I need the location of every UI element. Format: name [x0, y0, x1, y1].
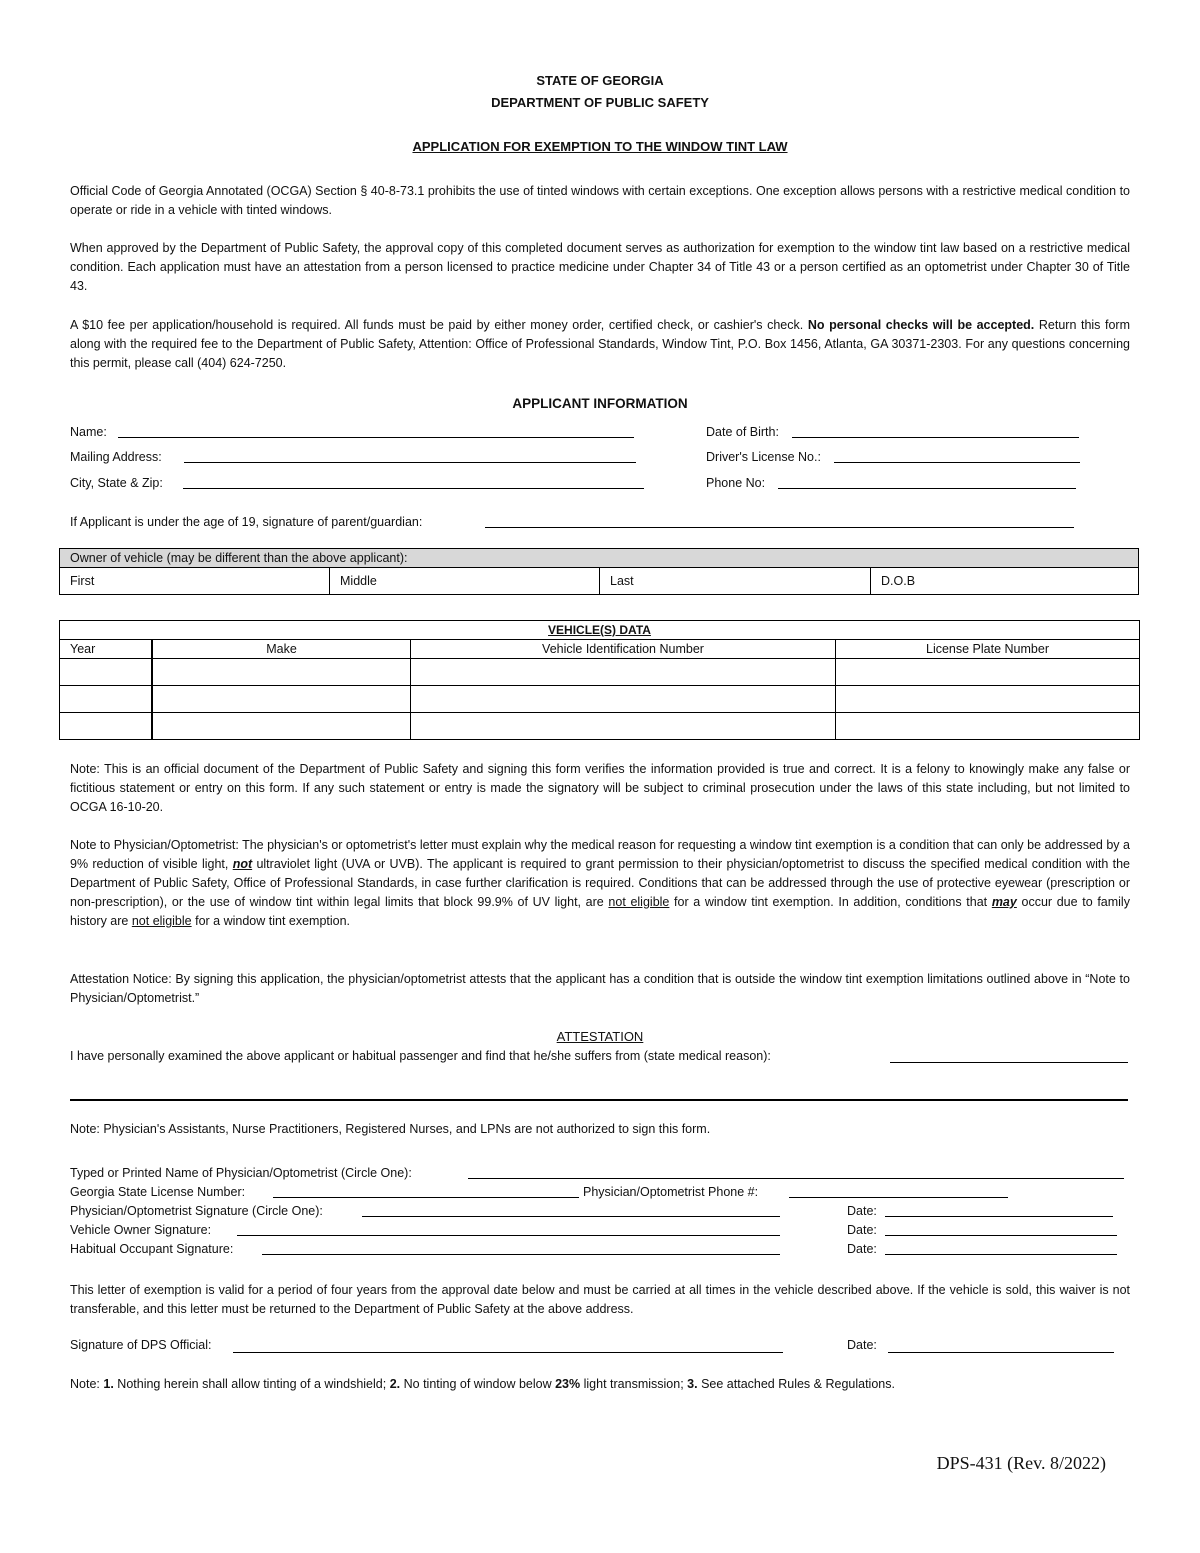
name-field[interactable]: [118, 437, 634, 438]
physician-date-label: Date:: [847, 1204, 877, 1218]
physician-note: [70, 836, 1130, 931]
vehicle-row: [60, 659, 1140, 686]
vehicle-plate-cell[interactable]: [836, 686, 1140, 713]
final-note-label: Note:: [70, 1377, 100, 1391]
occupant-date-label: Date:: [847, 1242, 877, 1256]
phone-label: Phone No:: [706, 476, 766, 490]
owner-last-cell[interactable]: Last: [600, 568, 871, 595]
medical-reason-field-line-2[interactable]: [70, 1099, 1128, 1101]
vehicle-row: [60, 686, 1140, 713]
column-make: Make: [152, 640, 411, 659]
owner-date-label: Date:: [847, 1223, 877, 1237]
not-eligible-1: not eligible: [608, 895, 670, 909]
vehicle-row: [60, 713, 1140, 740]
column-year: Year: [60, 640, 153, 659]
physician-note-text-e: for a window tint exemption.: [195, 914, 351, 928]
state-heading: STATE OF GEORGIA: [536, 73, 664, 88]
dob-field[interactable]: [792, 437, 1079, 438]
dps-signature-label: Signature of DPS Official:: [70, 1338, 212, 1352]
no-checks-text: No personal checks will be accepted.: [807, 318, 1035, 332]
attestation-notice: [70, 970, 1130, 1008]
column-vin: Vehicle Identification Number: [411, 640, 836, 659]
occupant-date-field[interactable]: [885, 1254, 1117, 1255]
occupant-signature-field[interactable]: [262, 1254, 780, 1255]
vehicle-year-cell[interactable]: [60, 686, 153, 713]
applicant-section-title: APPLICANT INFORMATION: [512, 396, 688, 411]
owner-signature-field[interactable]: [237, 1235, 780, 1236]
physician-note-text-a: The physician's or optometrist's letter must explain why the medical reason for requesting a window tint exemption is a condition that can only be addressed by a 9% reduction of visible light,: [70, 838, 1130, 871]
final-note-percent: 23%: [555, 1377, 581, 1391]
intro-paragraph-1: Official Code of Georgia Annotated (OCGA) Section § 40-8-73.1 prohibits the use of tinted windows with certain exceptions. One exception allows persons with a restrictive medical condition to operate or ride in a vehicle with tinted windows.: [70, 184, 1130, 217]
owner-first-cell[interactable]: First: [60, 568, 330, 595]
attestation-statement: I have personally examined the above applicant or habitual passenger and find that he/she suffers from (state medical reason):: [70, 1049, 771, 1063]
vehicle-make-cell[interactable]: [152, 659, 411, 686]
dps-signature-field[interactable]: [233, 1352, 783, 1353]
intro-paragraph-2: When approved by the Department of Public Safety, the approval copy of this completed document serves as authorization for exemption to the window tint law based on a restrictive medical condition. Each application must have an attestation from a person licensed to practice medicine under Chapter 34 of Title 43 or a person certified as an optometrist under Chapter 30 of Title 43.: [70, 241, 1130, 293]
form-title: APPLICATION FOR EXEMPTION TO THE WINDOW TINT LAW: [412, 139, 788, 154]
drivers-license-label: Driver's License No.:: [706, 450, 821, 464]
may-emphasis: may: [991, 895, 1017, 909]
physician-phone-field[interactable]: [789, 1197, 1008, 1198]
vehicle-vin-cell[interactable]: [411, 659, 836, 686]
owner-middle-cell[interactable]: Middle: [330, 568, 600, 595]
department-heading: DEPARTMENT OF PUBLIC SAFETY: [491, 95, 709, 110]
final-note-number-2: 2.: [389, 1377, 401, 1391]
city-state-zip-field[interactable]: [183, 488, 644, 489]
vehicle-vin-cell[interactable]: [411, 713, 836, 740]
attestation-notice-label: Attestation Notice:: [70, 972, 172, 986]
owner-date-field[interactable]: [885, 1235, 1117, 1236]
final-note-number-3: 3.: [687, 1377, 698, 1391]
official-document-note: [70, 760, 1130, 817]
physician-note-text-c: for a window tint exemption. In addition, conditions that: [674, 895, 988, 909]
validity-paragraph: This letter of exemption is valid for a period of four years from the approval date below and must be carried at all times in the vehicle described above. If the vehicle is sold, this waiver is not transferable, and this letter must be returned to the Department of Public Safety at the above address.: [70, 1283, 1130, 1316]
final-note-number-1: 1.: [103, 1377, 114, 1391]
owner-table: [59, 548, 1139, 595]
form-number: DPS-431 (Rev. 8/2022): [936, 1453, 1106, 1473]
return-text: Return this form along with the required fee to the Department of Public Safety, Attention: Office of Professional Standards, Window Tint, P.O. Box 1456, Atlanta, GA 30371-2303. For any questions concerning this permit, please call (404) 624-7250.: [70, 318, 1131, 370]
vehicle-table-title: VEHICLE(S) DATA: [60, 621, 1140, 640]
dob-label: Date of Birth:: [706, 425, 779, 439]
vehicle-vin-cell[interactable]: [411, 686, 836, 713]
final-note: [70, 1377, 895, 1391]
physician-note-text-d: occur due to family history are: [70, 895, 1130, 928]
vehicle-make-cell[interactable]: [152, 686, 411, 713]
mailing-address-label: Mailing Address:: [70, 450, 162, 464]
final-note-item-3: See attached Rules & Regulations.: [701, 1377, 895, 1391]
vehicle-plate-cell[interactable]: [836, 659, 1140, 686]
physician-note-text-b: ultraviolet light (UVA or UVB). The applicant is required to grant permission to their physician/optometrist to discuss the specified medical condition with the Department of Public Safety, Office of Professional Standards, in case further clarification is required. Conditions that can be addressed through the use of protective eyewear (prescription or non-prescription), or the use of window tint within legal limits that block 99.9% of UV light, are: [70, 857, 1130, 909]
vehicle-year-cell[interactable]: [60, 713, 153, 740]
mailing-address-field[interactable]: [184, 462, 636, 463]
phone-field[interactable]: [778, 488, 1076, 489]
intro-paragraph-3: [70, 316, 1130, 373]
dps-date-field[interactable]: [888, 1352, 1114, 1353]
occupant-signature-label: Habitual Occupant Signature:: [70, 1242, 234, 1256]
vehicle-plate-cell[interactable]: [836, 713, 1140, 740]
vehicle-make-cell[interactable]: [152, 713, 411, 740]
owner-header: Owner of vehicle (may be different than the above applicant):: [60, 549, 1139, 568]
guardian-signature-field[interactable]: [485, 527, 1074, 528]
final-note-item-2b: light transmission;: [583, 1377, 684, 1391]
guardian-signature-label: If Applicant is under the age of 19, signature of parent/guardian:: [70, 515, 423, 529]
not-emphasis: not: [232, 857, 253, 871]
vehicle-table: [59, 620, 1140, 740]
license-number-field[interactable]: [273, 1197, 579, 1198]
license-number-label: Georgia State License Number:: [70, 1185, 246, 1199]
owner-signature-label: Vehicle Owner Signature:: [70, 1223, 212, 1237]
name-label: Name:: [70, 425, 107, 439]
not-eligible-2: not eligible: [131, 914, 192, 928]
note-label: Note:: [70, 762, 100, 776]
column-plate: License Plate Number: [836, 640, 1140, 659]
note-text: This is an official document of the Department of Public Safety and signing this form verifies the information provided is true and correct. It is a felony to knowingly make any false or fictitious statement or entry on this form. If any such statement or entry is made the signatory will be subject to criminal prosecution under the laws of this state including, but not limited to OCGA 16-10-20.: [70, 762, 1130, 814]
attestation-title: ATTESTATION: [556, 1029, 644, 1044]
dps-date-label: Date:: [847, 1338, 877, 1352]
drivers-license-field[interactable]: [834, 462, 1080, 463]
physician-signature-label: Physician/Optometrist Signature (Circle One):: [70, 1204, 323, 1218]
typed-name-label: Typed or Printed Name of Physician/Optometrist (Circle One):: [70, 1166, 412, 1180]
medical-reason-field[interactable]: [890, 1062, 1128, 1063]
unauthorized-signers-note: Note: Physician's Assistants, Nurse Practitioners, Registered Nurses, and LPNs are not authorized to sign this form.: [70, 1122, 711, 1136]
physician-note-label: Note to Physician/Optometrist:: [70, 838, 239, 852]
final-note-item-2a: No tinting of window below: [403, 1377, 552, 1391]
typed-name-field[interactable]: [468, 1178, 1124, 1179]
vehicle-year-cell[interactable]: [60, 659, 153, 686]
physician-signature-field[interactable]: [362, 1216, 780, 1217]
fee-text: A $10 fee per application/household is required. All funds must be paid by either money order, certified check, or cashier's check.: [70, 318, 804, 332]
physician-phone-label: Physician/Optometrist Phone #:: [583, 1185, 759, 1199]
attestation-notice-text: By signing this application, the physician/optometrist attests that the applicant has a condition that is outside the window tint exemption limitations outlined above in “Note to Physician/Optometrist.”: [70, 972, 1130, 1005]
owner-dob-cell[interactable]: D.O.B: [871, 568, 1139, 595]
city-state-zip-label: City, State & Zip:: [70, 476, 163, 490]
physician-date-field[interactable]: [885, 1216, 1113, 1217]
final-note-item-1: Nothing herein shall allow tinting of a windshield;: [117, 1377, 387, 1391]
